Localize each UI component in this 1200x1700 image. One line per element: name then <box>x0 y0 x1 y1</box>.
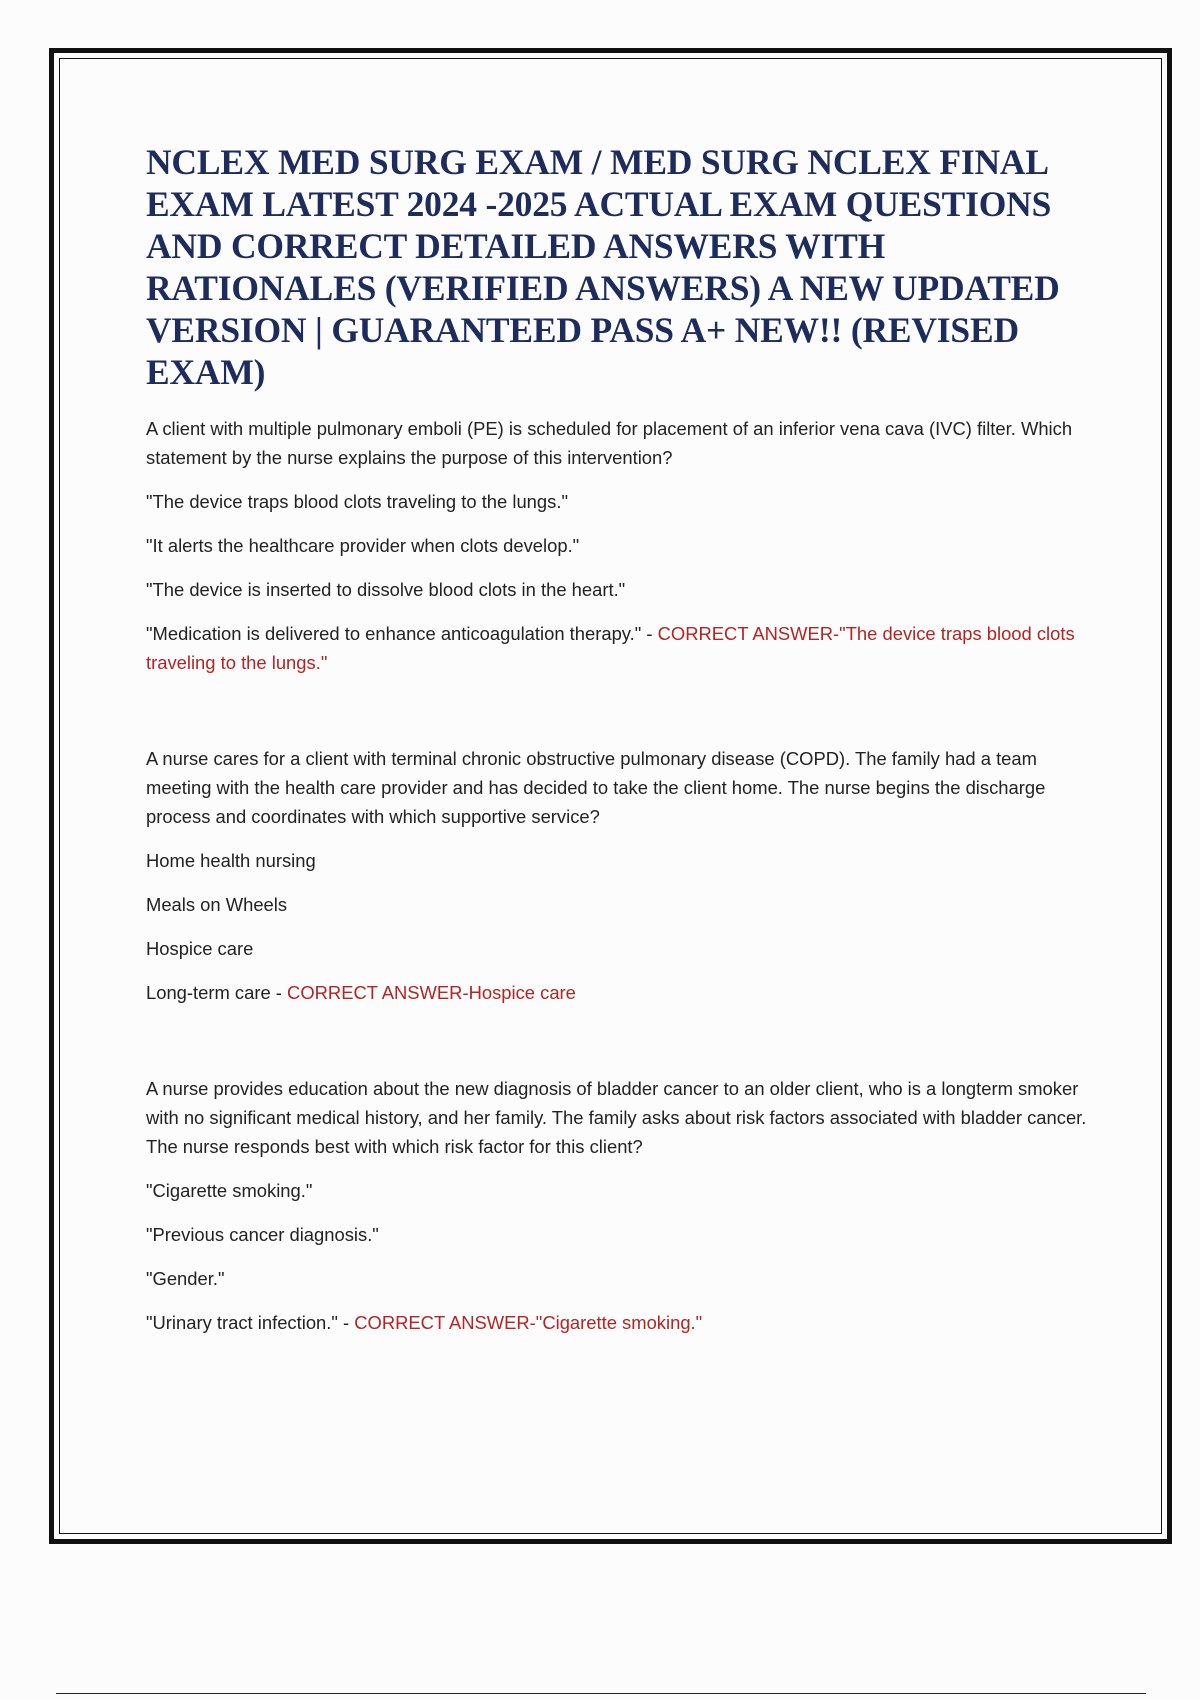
correct-answer: CORRECT ANSWER-"Cigarette smoking." <box>354 1312 703 1333</box>
answer-option-text: "Medication is delivered to enhance anticoagulation therapy." - <box>146 623 658 644</box>
answer-option-text: "Urinary tract infection." - <box>146 1312 355 1333</box>
answer-option: "It alerts the healthcare provider when clots develop." <box>146 535 580 556</box>
document-title: NCLEX MED SURG EXAM / MED SURG NCLEX FINAL EXAM LATEST 2024 -2025 ACTUAL EXAM QUESTIONS AND CORRECT DETAILED ANSWERS WITH RATIONALES (VERIFIED ANSWERS) A NEW UPDATED VERSION | GUARANTEED PASS A+ NEW!! (REVISED EXAM) <box>146 142 1060 392</box>
correct-answer: CORRECT ANSWER-"The device traps blood clots traveling to the lungs." <box>146 623 1075 673</box>
answer-option: "Previous cancer diagnosis." <box>146 1224 379 1245</box>
answer-option: Hospice care <box>146 938 254 959</box>
answer-option: Home health nursing <box>146 850 316 871</box>
question-2 <box>146 744 1106 1007</box>
answer-option-last <box>146 978 1106 1007</box>
answer-option-last <box>146 1308 1106 1337</box>
correct-answer: CORRECT ANSWER-Hospice care <box>287 982 576 1003</box>
question-3 <box>146 1074 1106 1337</box>
answer-option: "Gender." <box>146 1268 225 1289</box>
question-stem: A nurse provides education about the new diagnosis of bladder cancer to an older client, who is a longterm smoker with no significant medical history, and her family. The family asks about risk factors associated with bladder cancer. The nurse responds best with which risk factor for this client? <box>146 1078 1087 1157</box>
answer-option-last <box>146 619 1106 677</box>
footer-divider <box>56 1693 1146 1694</box>
answer-option: "Cigarette smoking." <box>146 1180 313 1201</box>
question-stem: A nurse cares for a client with terminal chronic obstructive pulmonary disease (COPD). The family had a team meeting with the health care provider and has decided to take the client home. The nurse begins the discharge process and coordinates with which supportive service? <box>146 748 1046 827</box>
question-stem: A client with multiple pulmonary emboli (PE) is scheduled for placement of an inferior vena cava (IVC) filter. Which statement by the nurse explains the purpose of this intervention? <box>146 418 1073 468</box>
answer-option: "The device is inserted to dissolve blood clots in the heart." <box>146 579 626 600</box>
answer-option-text: Long-term care - <box>146 982 288 1003</box>
answer-option: Meals on Wheels <box>146 894 288 915</box>
question-1 <box>146 414 1106 677</box>
answer-option: "The device traps blood clots traveling to the lungs." <box>146 491 568 512</box>
document-content <box>146 141 1106 1337</box>
